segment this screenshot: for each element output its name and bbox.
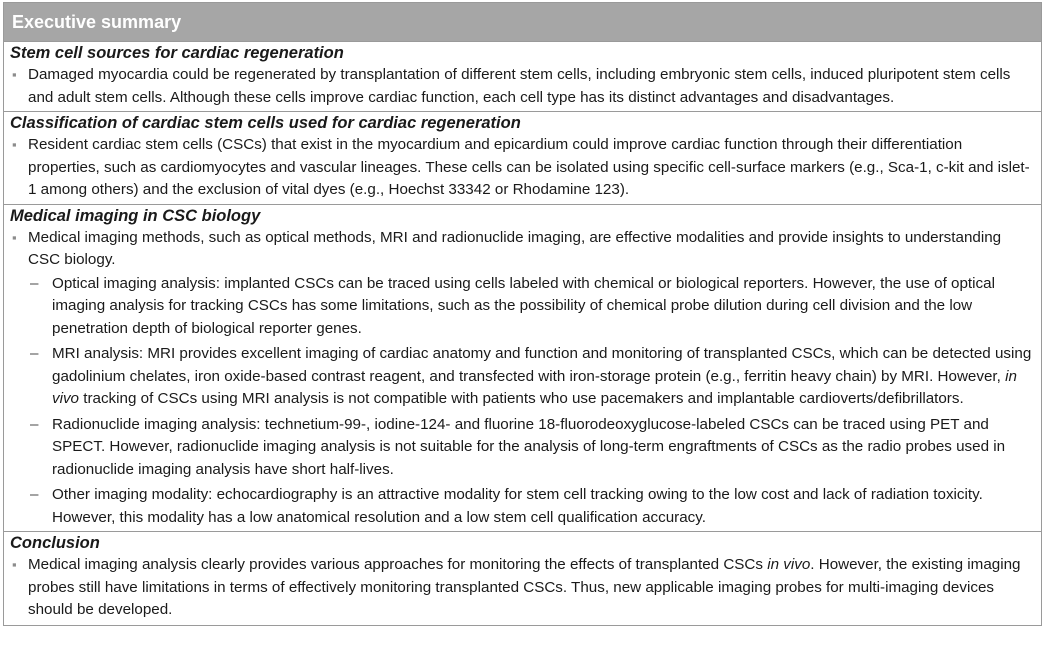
bullet-icon: ▪ xyxy=(12,229,17,245)
section-title: Conclusion xyxy=(10,534,100,552)
bullet-item xyxy=(10,554,1033,622)
dash-icon: – xyxy=(30,345,39,362)
bullet-item xyxy=(10,64,1033,109)
bullet-text-after: . However, the existing imaging probes still have limitations in terms of effectively monitoring transplanted CSCs. Thus, new applicable imaging probes for multi-imaging devices should be developed. xyxy=(28,556,1021,618)
bullet-item xyxy=(10,227,1033,272)
bullet-icon: ▪ xyxy=(12,137,17,152)
section-title: Classification of cardiac stem cells used for cardiac regeneration xyxy=(10,114,521,132)
executive-summary-box xyxy=(3,2,1042,626)
box-header: Executive summary xyxy=(4,3,1041,41)
sub-item-mri xyxy=(10,343,1033,411)
sub-item-text-after: tracking of CSCs using MRI analysis is not compatible with patients who use pacemakers and implantable cardioverts/defibrillators. xyxy=(79,390,964,407)
sub-item-radionuclide xyxy=(10,414,1033,482)
section-title: Medical imaging in CSC biology xyxy=(10,206,261,225)
sub-item-text-before: MRI analysis: MRI provides excellent imaging of cardiac anatomy and function and monitoring of transplanted CSCs, which can be detected using gadolinium chelates, iron oxide-based contrast reagent, and transfected with iron-storage protein (e.g., ferritin heavy chain) by MRI. However, xyxy=(52,345,1032,385)
bullet-text-before: Medical imaging analysis clearly provides various approaches for monitoring the effects of transplanted CSCs xyxy=(28,556,768,573)
dash-icon: – xyxy=(30,274,39,292)
bullet-text: Medical imaging methods, such as optical methods, MRI and radionuclide imaging, are effective modalities and provide insights to understanding CSC biology. xyxy=(28,228,1002,268)
dash-icon: – xyxy=(30,415,39,433)
bullet-icon: ▪ xyxy=(12,557,17,572)
bullet-text: Damaged myocardia could be regenerated by transplantation of different stem cells, including embryonic stem cells, induced pluripotent stem cells and adult stem cells. Although these cells improve cardiac function, each cell type has its distinct advantages and disadvantages. xyxy=(28,66,1011,106)
section-medical-imaging xyxy=(4,204,1041,532)
section-title: Stem cell sources for cardiac regeneration xyxy=(10,44,344,62)
sub-item-other xyxy=(10,484,1033,529)
bullet-item xyxy=(10,134,1033,202)
sub-item-text: Other imaging modality: echocardiography is an attractive modality for stem cell tracking owing to the low cost and lack of radiation toxicity. However, this modality has a low anatomical resolution and a low stem cell qualification accuracy. xyxy=(52,486,983,526)
bullet-icon: ▪ xyxy=(12,67,17,82)
bullet-emphasis: in vivo xyxy=(767,556,811,573)
dash-icon: – xyxy=(30,486,39,503)
sub-item-emphasis: in vivo xyxy=(52,367,1017,407)
section-stem-cell-sources xyxy=(4,41,1041,111)
sub-item-optical xyxy=(10,273,1033,341)
section-classification xyxy=(4,111,1041,204)
bullet-text: Resident cardiac stem cells (CSCs) that exist in the myocardium and epicardium could improve cardiac function through their differentiation properties, such as cardiomyocytes and vascular lineages. These cells can be isolated using specific cell-surface markers (e.g., Sca-1, c-kit and islet-1 among others) and the exclusion of vital dyes (e.g., Hoechst 33342 or Rhodamine 123). xyxy=(28,136,1030,198)
section-conclusion xyxy=(4,531,1041,625)
sub-item-text: Optical imaging analysis: implanted CSCs can be traced using cells labeled with chemical or biological reporters. However, the use of optical imaging analysis for tracking CSCs has some limitations, such as the possibility of chemical probe dilution during cell division and the low penetration depth of biological reporter genes. xyxy=(52,274,995,337)
sub-item-text: Radionuclide imaging analysis: technetium-99-, iodine-124- and fluorine 18-fluorodeoxyglucose-labeled CSCs can be traced using PET and SPECT. However, radionuclide imaging analysis is not suitable for the analysis of long-term engraftments of CSCs as the radio probes used in radionuclide imaging analysis have short half-lives. xyxy=(52,415,1006,478)
